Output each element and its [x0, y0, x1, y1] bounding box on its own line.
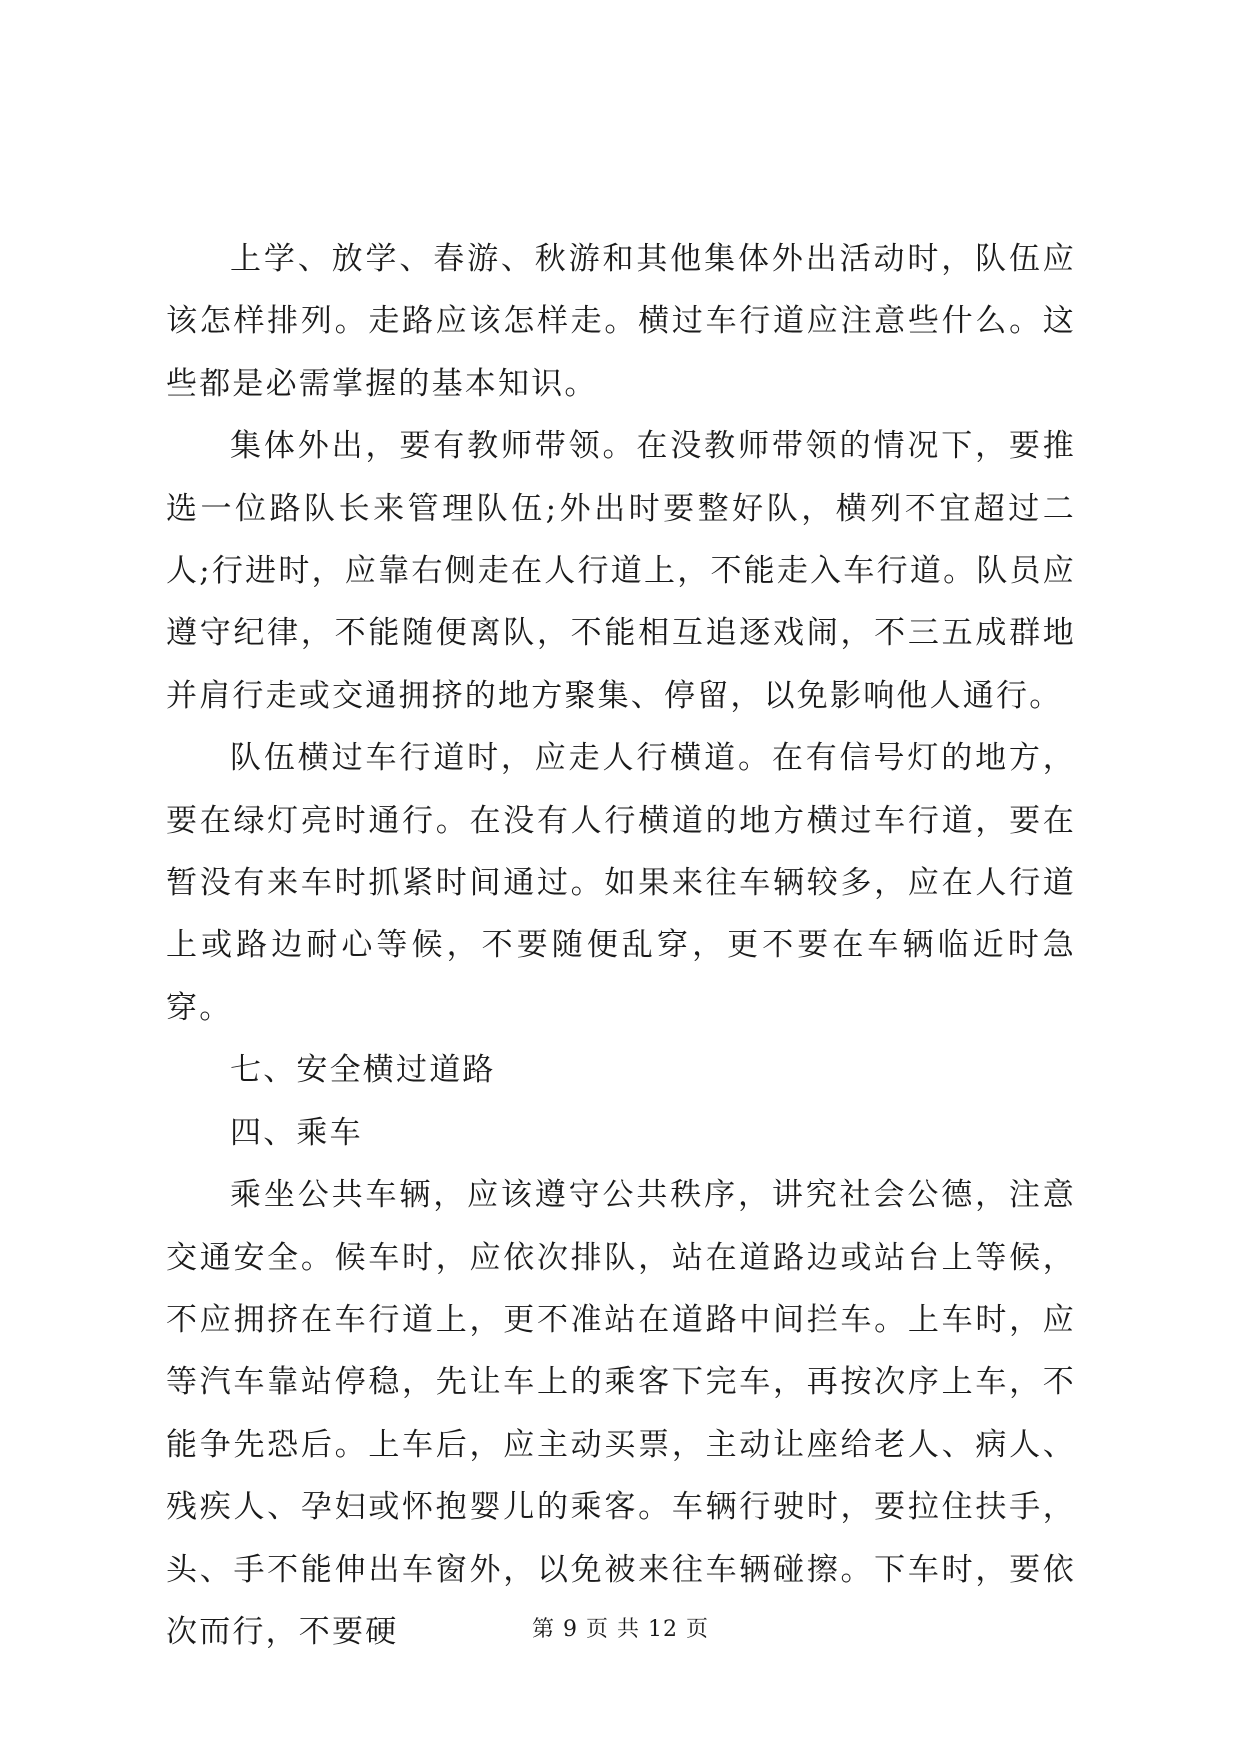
- section-heading-riding: 四、乘车: [230, 1114, 363, 1151]
- document-body: [166, 228, 1076, 1663]
- paragraph-crossing-road: 队伍横过车行道时，应走人行横道。在有信号灯的地方，要在绿灯亮时通行。在没有人行横道的地方横过车行道，要在暂没有来车时抓紧时间通过。如果来往车辆较多，应在人行道上或路边耐心等候，不要随便乱穿，更不要在车辆临近时急穿。: [166, 740, 1076, 1026]
- page-footer: 第 9 页 共 12 页: [532, 1617, 709, 1642]
- section-heading-safe-crossing: 七、安全横过道路: [230, 1052, 496, 1089]
- paragraph-group-outing-intro: 上学、放学、春游、秋游和其他集体外出活动时，队伍应该怎样排列。走路应该怎样走。横过车行道应注意些什么。这些都是必需掌握的基本知识。: [166, 241, 1076, 402]
- paragraph-group-outing-rules: 集体外出，要有教师带领。在没教师带领的情况下，要推选一位路队长来管理队伍;外出时要整好队，横列不宜超过二人;行进时，应靠右侧走在人行道上，不能走入车行道。队员应遵守纪律，不能随便离队，不能相互追逐戏闹，不三五成群地并肩行走或交通拥挤的地方聚集、停留，以免影响他人通行。: [166, 428, 1076, 714]
- paragraph-riding-public-transport: 乘坐公共车辆，应该遵守公共秩序，讲究社会公德，注意交通安全。候车时，应依次排队，站在道路边或站台上等候，不应拥挤在车行道上，更不准站在道路中间拦车。上车时，应等汽车靠站停稳，先让车上的乘客下完车，再按次序上车，不能争先恐后。上车后，应主动买票，主动让座给老人、病人、残疾人、孕妇或怀抱婴儿的乘客。车辆行驶时，要拉住扶手，头、手不能伸出车窗外，以免被来往车辆碰擦。下车时，要依次而行，不要硬: [166, 1177, 1076, 1650]
